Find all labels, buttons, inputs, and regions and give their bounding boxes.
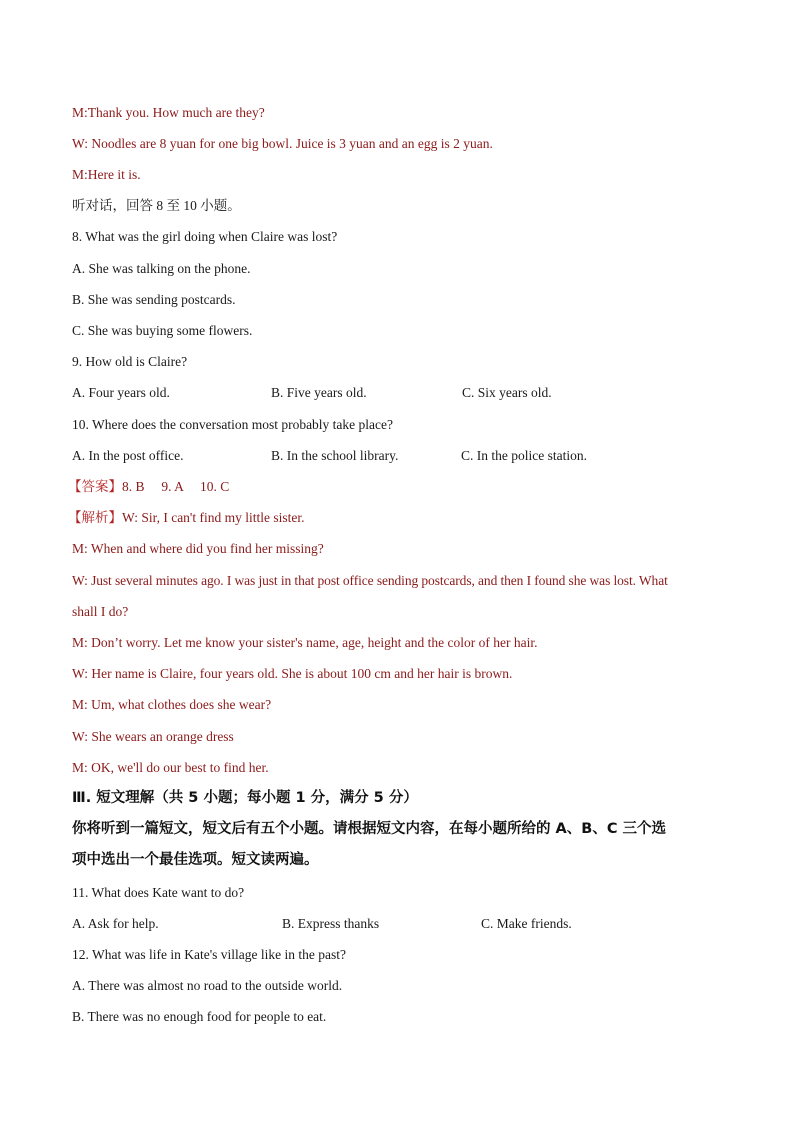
section-3-instruction: 项中选出一个最佳选项。短文读两遍。 xyxy=(72,852,319,868)
section-3-heading: Ⅲ. 短文理解（共 5 小题；每小题 1 分，满分 5 分） xyxy=(72,790,418,806)
section-intro: 听对话，回答 8 至 10 小题。 xyxy=(72,198,241,213)
analysis-line: M: OK, we'll do our best to find her. xyxy=(72,760,269,775)
section-3-instruction: 你将听到一篇短文，短文后有五个小题。请根据短文内容，在每小题所给的 A、B、C 三个选 xyxy=(72,821,667,837)
analysis-line: M: Don’t worry. Let me know your sister's name, age, height and the color of her hair. xyxy=(72,635,538,650)
analysis-line: W: She wears an orange dress xyxy=(72,729,234,744)
analysis-tag: 【解析】 xyxy=(68,510,122,525)
question-12-option-b: B. There was no enough food for people to eat. xyxy=(72,1009,327,1024)
answer-value: 8. B 9. A 10. C xyxy=(122,479,230,494)
question-8: 8. What was the girl doing when Claire was lost? xyxy=(72,229,338,244)
answer-line xyxy=(68,478,229,496)
analysis-line: M: When and where did you find her missing? xyxy=(72,541,324,556)
analysis-line: shall I do? xyxy=(72,604,129,619)
question-12-option-a: A. There was almost no road to the outside world. xyxy=(72,978,343,993)
dialogue-line: M:Here it is. xyxy=(72,167,141,182)
question-11-option-c: C. Make friends. xyxy=(481,916,572,931)
question-11: 11. What does Kate want to do? xyxy=(72,885,245,900)
question-9: 9. How old is Claire? xyxy=(72,354,188,369)
dialogue-line: W: Noodles are 8 yuan for one big bowl. Juice is 3 yuan and an egg is 2 yuan. xyxy=(72,136,493,151)
question-11-option-a: A. Ask for help. xyxy=(72,916,159,931)
analysis-line: M: Um, what clothes does she wear? xyxy=(72,697,272,712)
analysis-line-1 xyxy=(68,509,305,527)
question-10: 10. Where does the conversation most probably take place? xyxy=(72,417,394,432)
answer-tag: 【答案】 xyxy=(68,479,122,494)
question-9-option-b: B. Five years old. xyxy=(271,385,367,400)
question-11-option-b: B. Express thanks xyxy=(282,916,380,931)
question-9-option-c: C. Six years old. xyxy=(462,385,552,400)
question-12: 12. What was life in Kate's village like in the past? xyxy=(72,947,346,962)
question-9-option-a: A. Four years old. xyxy=(72,385,170,400)
question-8-option-a: A. She was talking on the phone. xyxy=(72,261,251,276)
analysis-text: W: Sir, I can't find my little sister. xyxy=(122,510,305,525)
question-10-option-a: A. In the post office. xyxy=(72,448,184,463)
question-10-option-b: B. In the school library. xyxy=(271,448,399,463)
dialogue-line: M:Thank you. How much are they? xyxy=(72,105,265,120)
analysis-line: W: Just several minutes ago. I was just in that post office sending postcards, and then I found she was lost. What xyxy=(72,573,668,588)
question-8-option-c: C. She was buying some flowers. xyxy=(72,323,253,338)
question-10-option-c: C. In the police station. xyxy=(461,448,587,463)
analysis-line: W: Her name is Claire, four years old. She is about 100 cm and her hair is brown. xyxy=(72,666,513,681)
question-8-option-b: B. She was sending postcards. xyxy=(72,292,236,307)
